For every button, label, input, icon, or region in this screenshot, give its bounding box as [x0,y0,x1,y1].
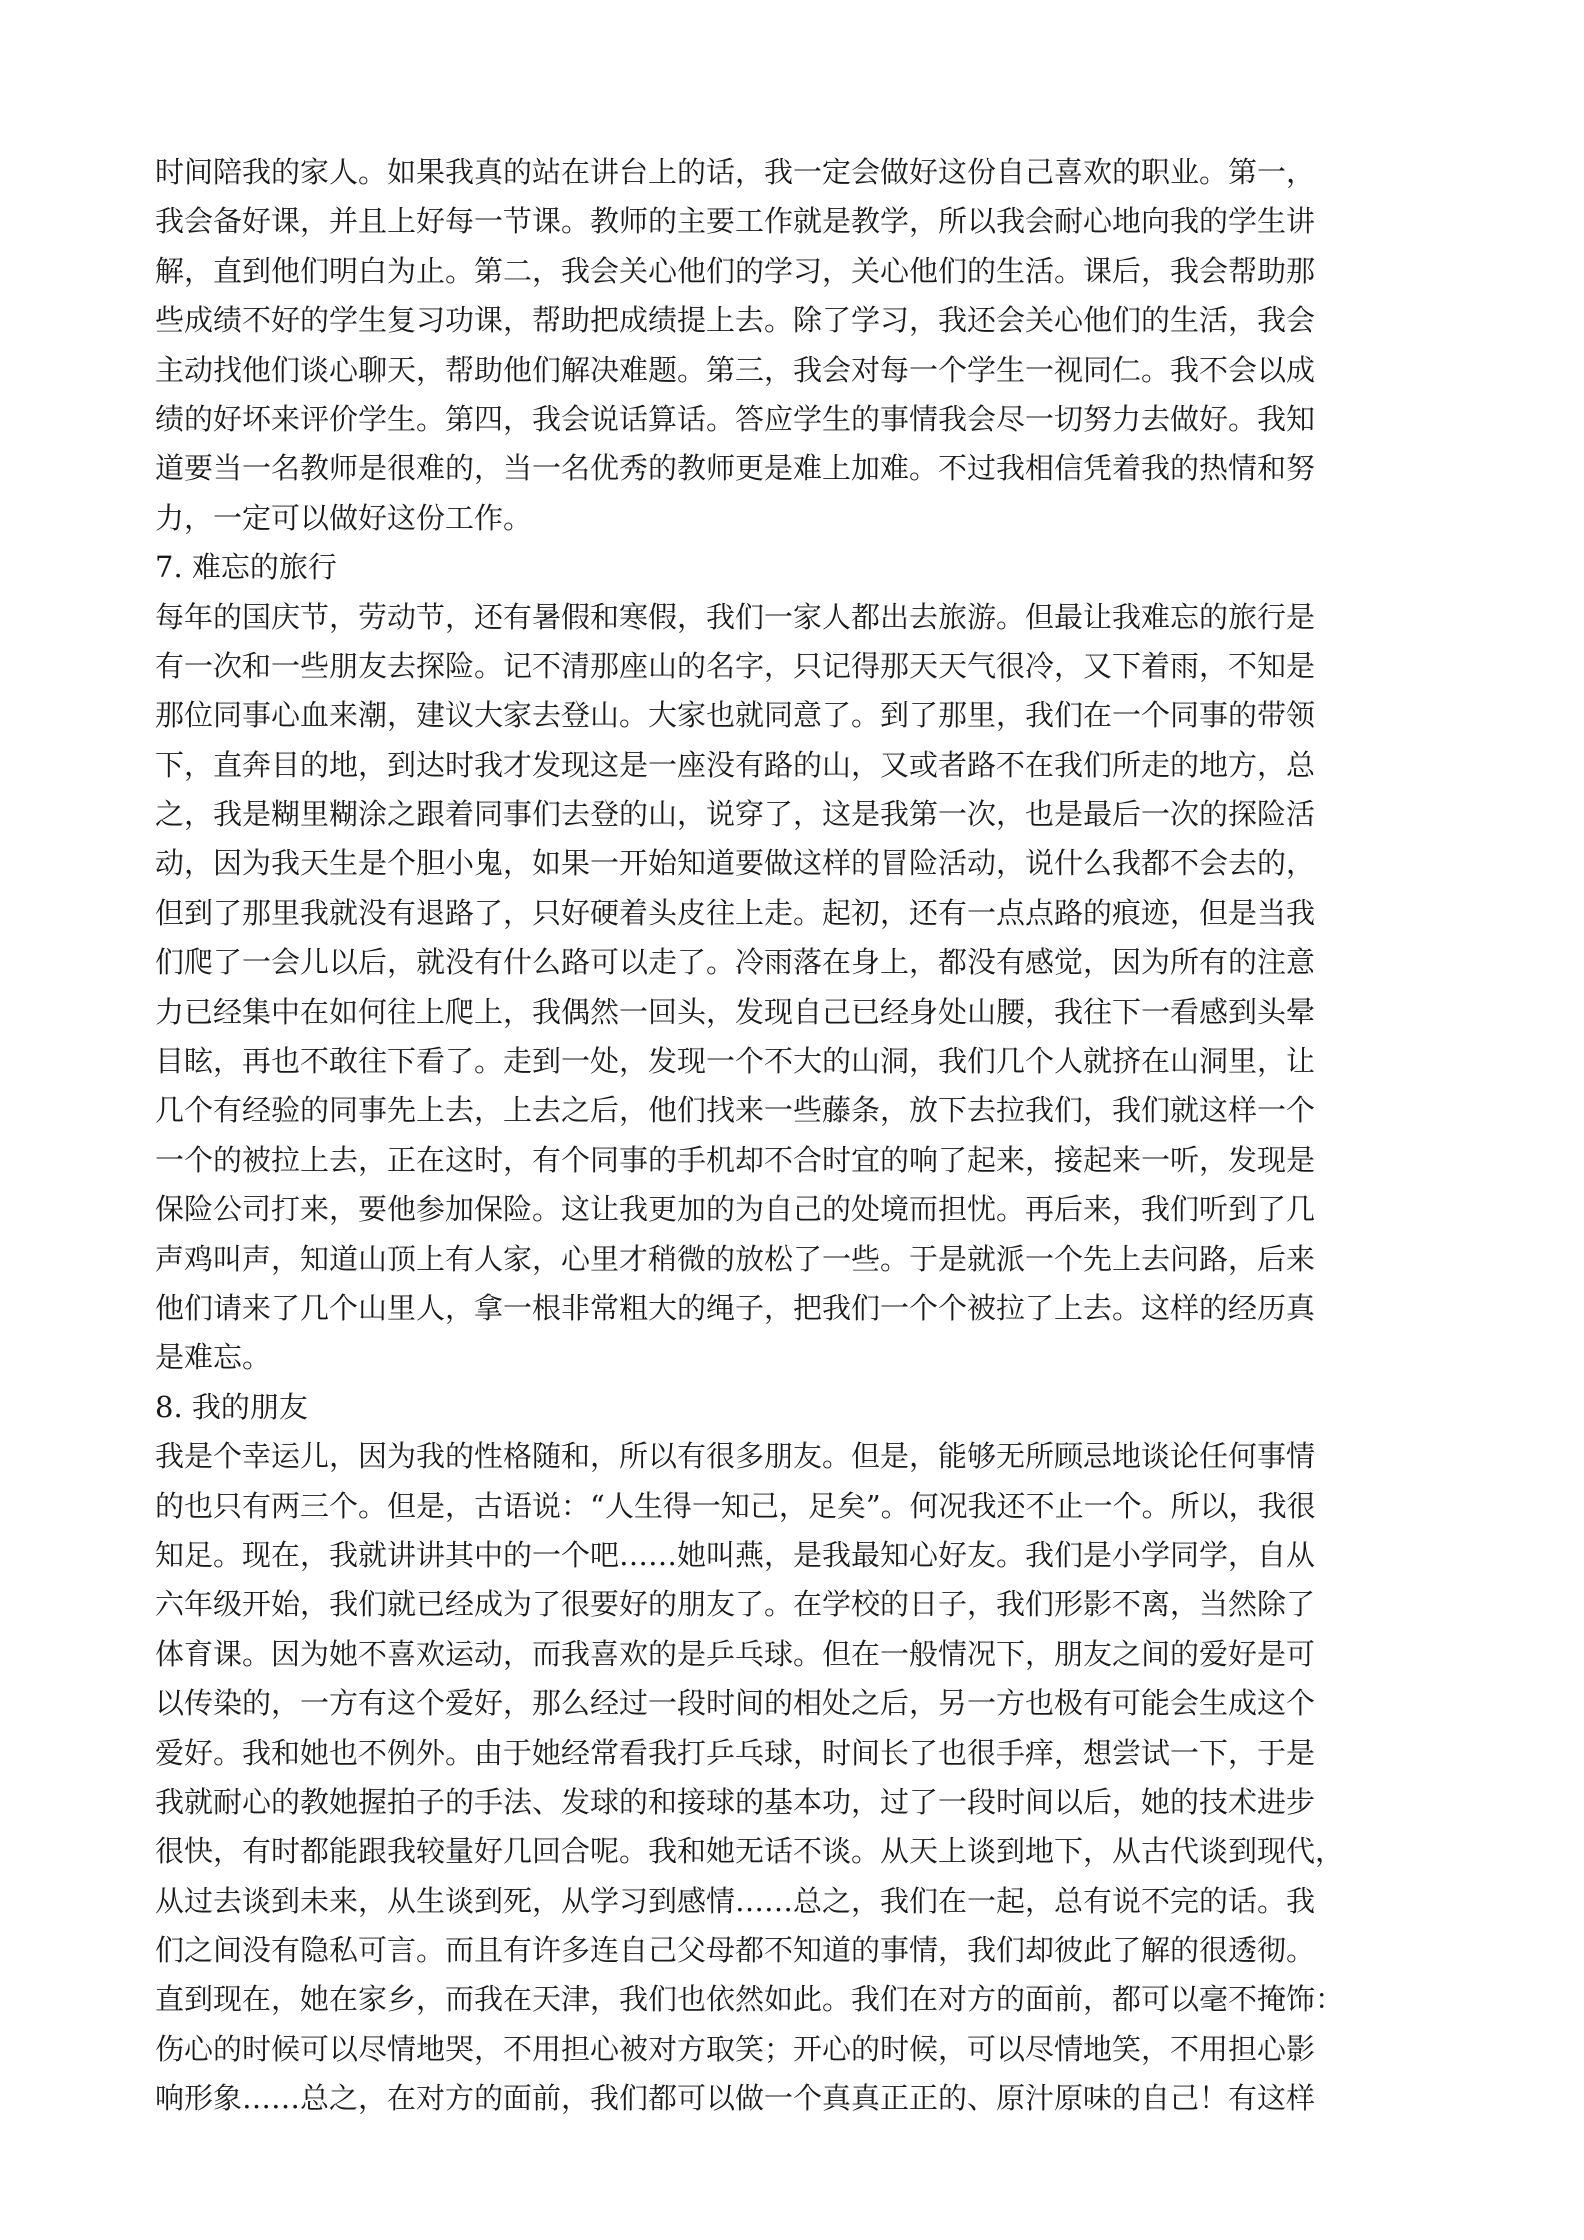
paragraph-line: 主动找他们谈心聊天，帮助他们解决难题。第三，我会对每一个学生一视同仁。我不会以成 [155,352,1316,387]
paragraph-line: 他们请来了几个山里人，拿一根非常粗大的绳子，把我们一个个被拉了上去。这样的经历真 [155,1290,1316,1325]
paragraph-line: 直到现在，她在家乡，而我在天津，我们也依然如此。我们在对方的面前，都可以毫不掩饰： [155,1982,1345,2017]
paragraph-line: 六年级开始，我们就已经成为了很要好的朋友了。在学校的日子，我们形影不离，当然除了 [155,1587,1316,1622]
paragraph-line: 力，一定可以做好这份工作。 [155,500,533,535]
paragraph-line: 解，直到他们明白为止。第二，我会关心他们的学习，关心他们的生活。课后，我会帮助那 [155,253,1316,288]
paragraph-line: 道要当一名教师是很难的，当一名优秀的教师更是难上加难。不过我相信凭着我的热情和努 [155,451,1316,486]
paragraph-line: 些成绩不好的学生复习功课，帮助把成绩提上去。除了学习，我还会关心他们的生活，我会 [155,303,1316,338]
section-teacher-essay [155,148,1430,543]
paragraph-line: 那位同事心血来潮，建议大家去登山。大家也就同意了。到了那里，我们在一个同事的带领 [155,698,1316,733]
document-body [155,148,1430,2124]
paragraph-line: 爱好。我和她也不例外。由于她经常看我打乒乓球，时间长了也很手痒，想尝试一下，于是 [155,1735,1316,1770]
paragraph-line: 以传染的，一方有这个爱好，那么经过一段时间的相处之后，另一方也极有可能会生成这个 [155,1686,1316,1721]
paragraph-line: 我会备好课，并且上好每一节课。教师的主要工作就是教学，所以我会耐心地向我的学生讲 [155,204,1316,239]
paragraph-line: 体育课。因为她不喜欢运动，而我喜欢的是乒乓球。但在一般情况下，朋友之间的爱好是可 [155,1636,1316,1671]
paragraph-line: 知足。现在，我就讲讲其中的一个吧……她叫燕，是我最知心好友。我们是小学同学，自从 [155,1537,1316,1572]
paragraph-line: 时间陪我的家人。如果我真的站在讲台上的话，我一定会做好这份自己喜欢的职业。第一， [155,155,1316,189]
paragraph-line: 很快，有时都能跟我较量好几回合呢。我和她无话不谈。从天上谈到地下，从古代谈到现代， [155,1834,1345,1869]
paragraph-line: 每年的国庆节，劳动节，还有暑假和寒假，我们一家人都出去旅游。但最让我难忘的旅行是 [155,599,1316,634]
section-heading: 8. 我的朋友 [155,1389,308,1424]
paragraph-line: 绩的好坏来评价学生。第四，我会说话算话。答应学生的事情我会尽一切努力去做好。我知 [155,401,1316,436]
section-my-friend [155,1383,1430,2124]
paragraph-line: 伤心的时候可以尽情地哭，不用担心被对方取笑；开心的时候，可以尽情地笑，不用担心影 [155,2031,1316,2066]
paragraph-line: 是难忘。 [155,1340,272,1375]
paragraph-line: 们爬了一会儿以后，就没有什么路可以走了。冷雨落在身上，都没有感觉，因为所有的注意 [155,945,1316,980]
paragraph-line: 力已经集中在如何往上爬上，我偶然一回头，发现自己已经身处山腰，我往下一看感到头晕 [155,994,1316,1029]
paragraph-line: 有一次和一些朋友去探险。记不清那座山的名字，只记得那天天气很冷，又下着雨，不知是 [155,648,1316,683]
paragraph-line: 之，我是糊里糊涂之跟着同事们去登的山，说穿了，这是我第一次，也是最后一次的探险活 [155,797,1316,832]
paragraph-line: 目眩，再也不敢往下看了。走到一处，发现一个不大的山洞，我们几个人就挤在山洞里，让 [155,1044,1316,1079]
paragraph-line: 我是个幸运儿，因为我的性格随和，所以有很多朋友。但是，能够无所顾忌地谈论任何事情 [155,1439,1316,1474]
paragraph-line: 下，直奔目的地，到达时我才发现这是一座没有路的山，又或者路不在我们所走的地方，总 [155,747,1316,782]
paragraph-line: 几个有经验的同事先上去，上去之后，他们找来一些藤条，放下去拉我们，我们就这样一个 [155,1093,1316,1128]
paragraph-line: 声鸡叫声，知道山顶上有人家，心里才稍微的放松了一些。于是就派一个先上去问路，后来 [155,1241,1316,1276]
section-memorable-trip [155,543,1430,1383]
paragraph-line: 一个的被拉上去，正在这时，有个同事的手机却不合时宜的响了起来，接起来一听，发现是 [155,1142,1316,1177]
paragraph-line: 的也只有两三个。但是，古语说：“人生得一知己，足矣”。何况我还不止一个。所以，我很 [155,1488,1316,1523]
paragraph-line: 我就耐心的教她握拍子的手法、发球的和接球的基本功，过了一段时间以后，她的技术进步 [155,1784,1316,1819]
paragraph-line: 动，因为我天生是个胆小鬼，如果一开始知道要做这样的冒险活动，说什么我都不会去的， [155,846,1316,881]
paragraph-line: 保险公司打来，要他参加保险。这让我更加的为自己的处境而担忧。再后来，我们听到了几 [155,1192,1316,1227]
paragraph-line: 们之间没有隐私可言。而且有许多连自己父母都不知道的事情，我们却彼此了解的很透彻。 [155,1933,1316,1968]
paragraph-line: 从过去谈到未来，从生谈到死，从学习到感情……总之，我们在一起，总有说不完的话。我 [155,1883,1316,1918]
paragraph-line: 但到了那里我就没有退路了，只好硬着头皮往上走。起初，还有一点点路的痕迹，但是当我 [155,895,1316,930]
paragraph-line: 响形象……总之，在对方的面前，我们都可以做一个真真正正的、原汁原味的自己！有这样 [155,2081,1316,2116]
section-heading: 7. 难忘的旅行 [155,550,337,585]
